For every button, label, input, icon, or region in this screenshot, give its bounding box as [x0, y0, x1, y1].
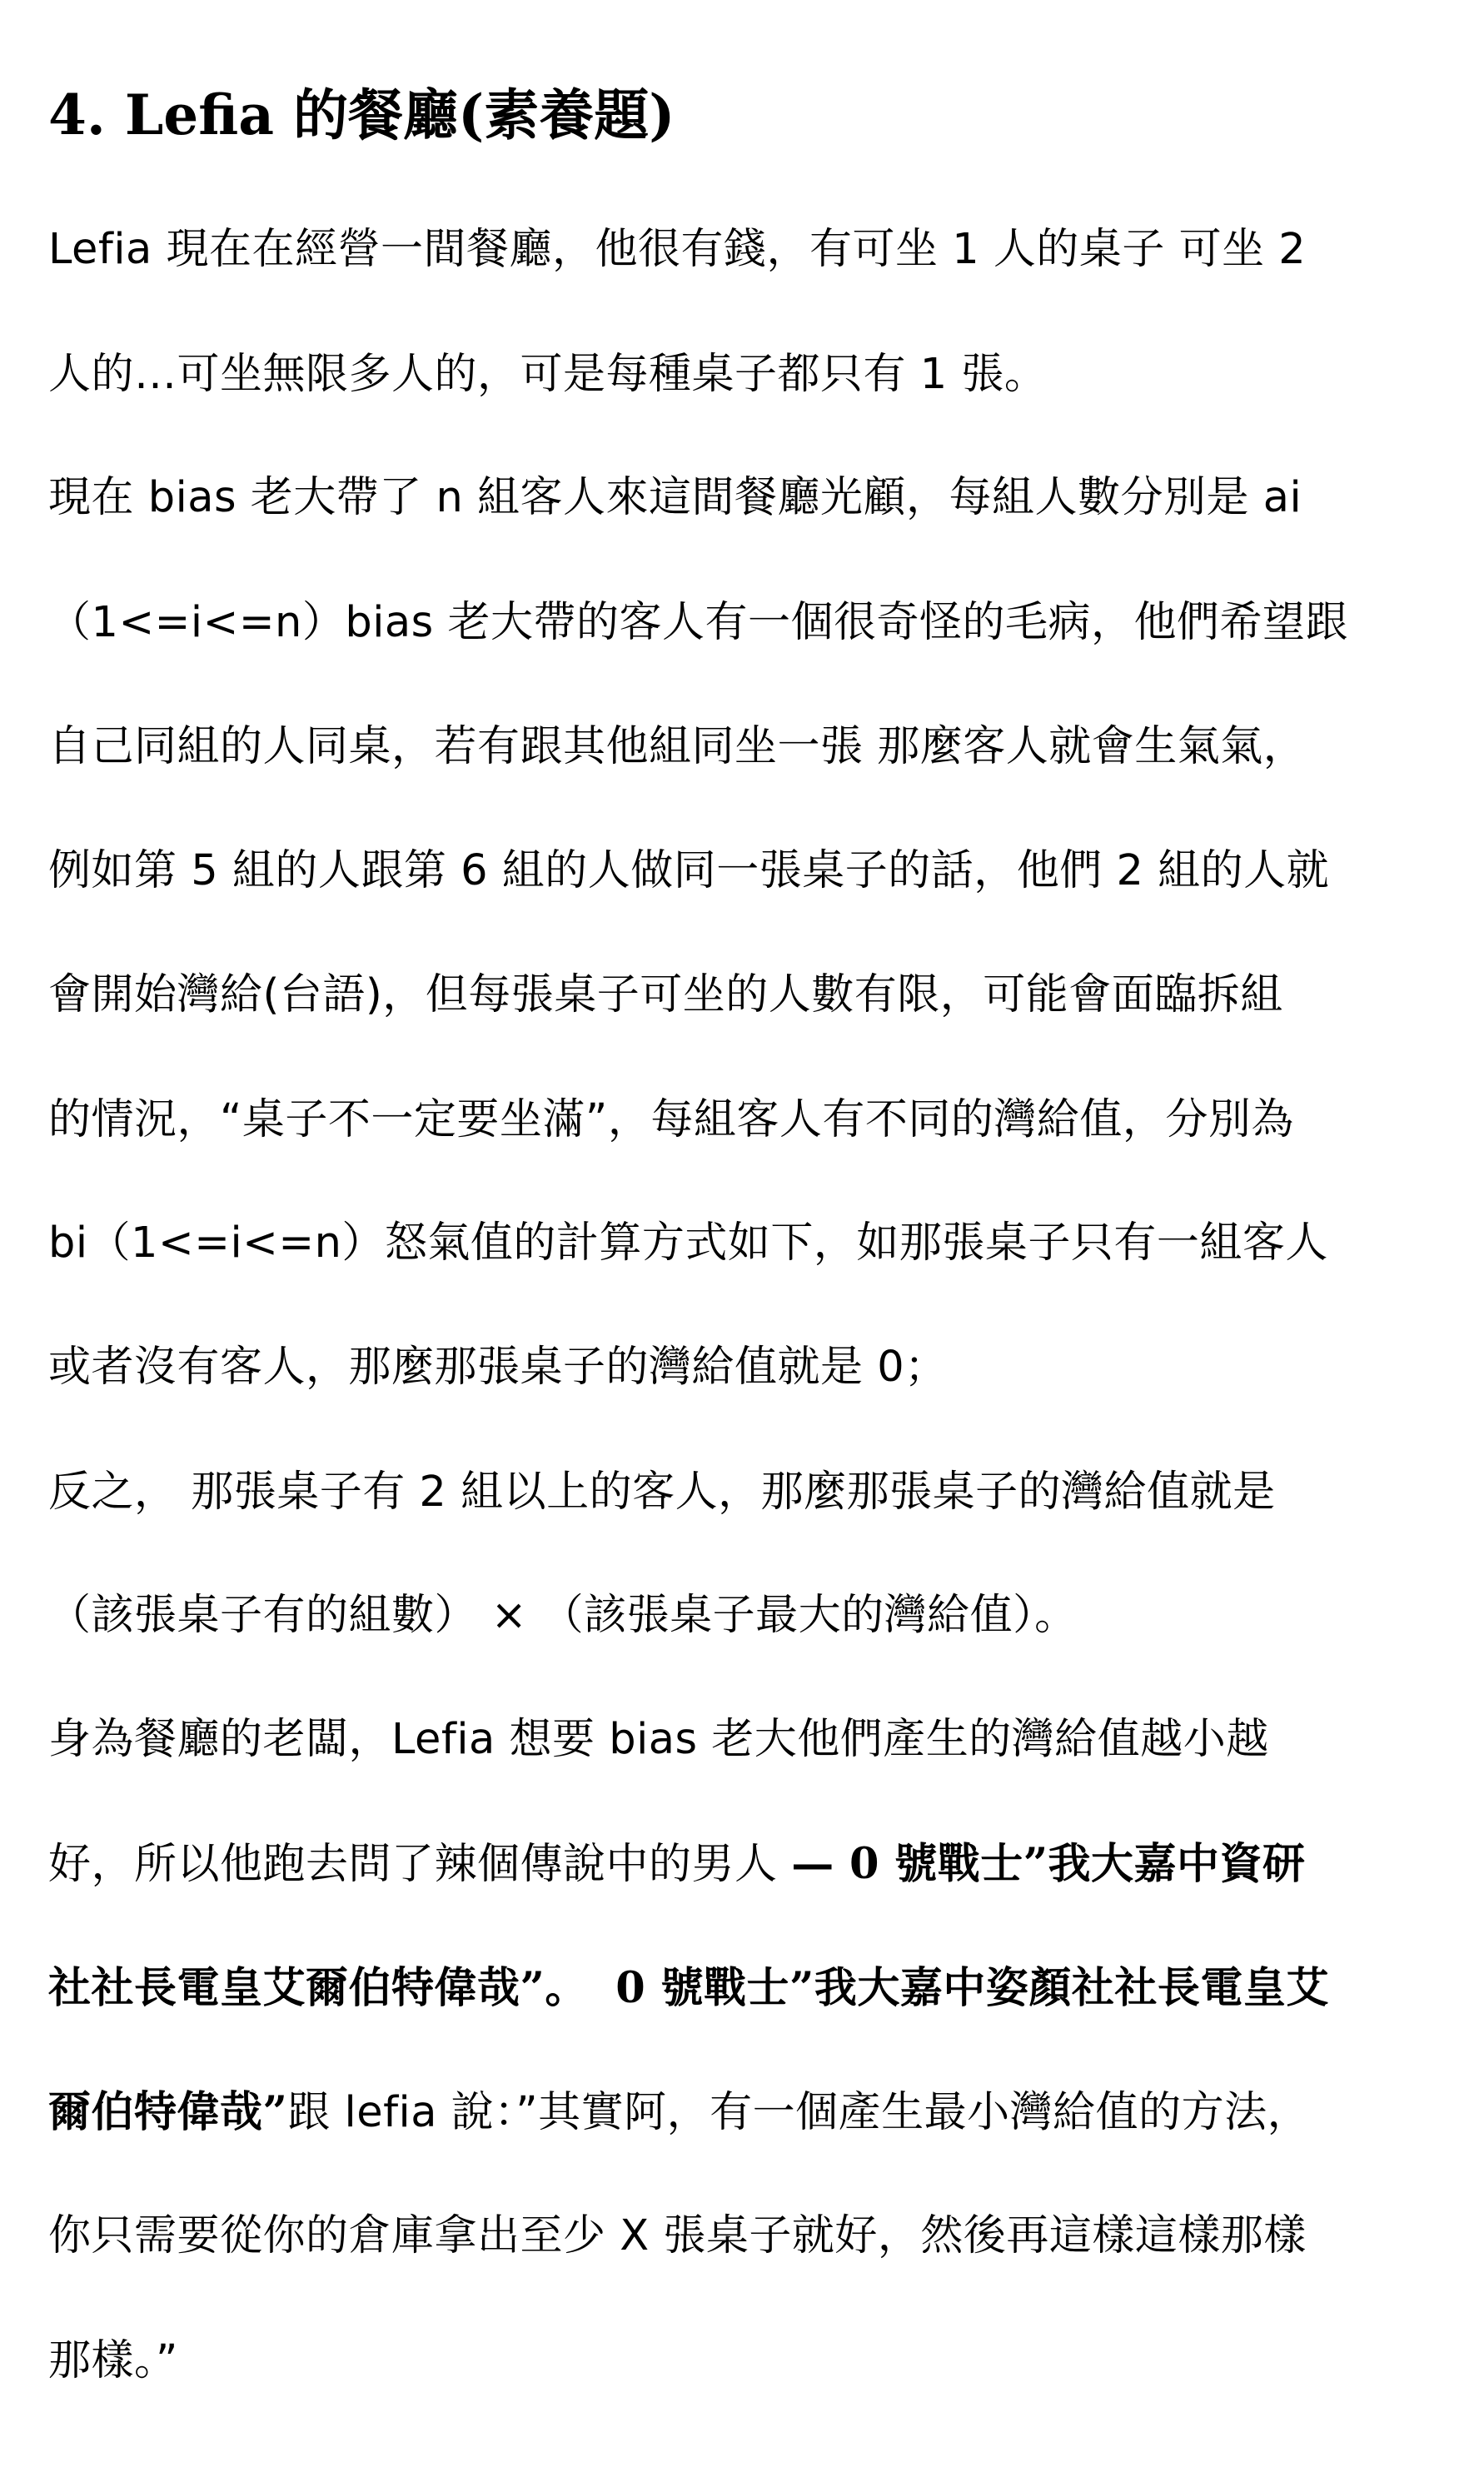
bold-text: 爾伯特偉哉”: [48, 2087, 288, 2137]
paragraph-line: 例如第 5 組的人跟第 6 組的人做同一張桌子的話，他們 2 組的人就: [48, 846, 1330, 895]
paragraph-line: 人的…可坐無限多人的，可是每種桌子都只有 1 張。: [48, 350, 1048, 399]
paragraph-line: Lefia 現在在經營一間餐廳，他很有錢，有可坐 1 人的桌子 可坐 2: [48, 225, 1307, 274]
paragraph-line: （該張桌子有的組數） × （該張桌子最大的灣給值）。: [48, 1591, 1078, 1640]
paragraph-line: 反之， 那張桌子有 2 組以上的客人，那麼那張桌子的灣給值就是: [48, 1468, 1276, 1517]
paragraph-line: bi（1<=i<=n）怒氣值的計算方式如下，如那張桌子只有一組客人: [48, 1219, 1328, 1268]
paragraph-line: 現在 bias 老大帶了 n 組客人來這間餐廳光顧，每組人數分別是 ai: [48, 473, 1302, 522]
paragraph-line: 你只需要從你的倉庫拿出至少 X 張桌子就好，然後再這樣這樣那樣: [48, 2211, 1307, 2260]
paragraph-line: （1<=i<=n）bias 老大帶的客人有一個很奇怪的毛病，他們希望跟: [48, 598, 1348, 647]
paragraph-line-mixed: [48, 1827, 1306, 1902]
spacer-text: [588, 1964, 615, 2013]
paragraph-line: 的情況，“桌子不一定要坐滿”，每組客人有不同的灣給值，分別為: [48, 1095, 1294, 1144]
bold-text: 社社長電皇艾爾伯特偉哉”。: [48, 1963, 588, 2013]
problem-title: 4. Lefia 的餐廳(素養題): [48, 82, 675, 147]
paragraph-line: 那樣。”: [48, 2336, 178, 2385]
paragraph-line: 或者沒有客人，那麼那張桌子的灣給值就是 0；: [48, 1343, 948, 1392]
normal-text: 跟 lefia 說：”其實阿，有一個產生最小灣給值的方法，: [287, 2088, 1311, 2137]
paragraph-line-mixed: [48, 1951, 1329, 2026]
normal-text: 好，所以他跑去問了辣個傳說中的男人: [48, 1840, 792, 1889]
paragraph-line: 身為餐廳的老闆，Lefia 想要 bias 老大他們產生的灣給值越小越: [48, 1715, 1269, 1764]
paragraph-line-mixed: [48, 2075, 1310, 2151]
paragraph-line: 會開始灣給(台語)，但每張桌子可坐的人數有限，可能會面臨拆組: [48, 970, 1283, 1019]
bold-text: — 0 號戰士”我大嘉中資研: [791, 1839, 1306, 1889]
bold-text: 0 號戰士”我大嘉中姿顏社社長電皇艾: [615, 1963, 1329, 2013]
paragraph-line: 自己同組的人同桌，若有跟其他組同坐一張 那麼客人就會生氣氣，: [48, 722, 1307, 771]
